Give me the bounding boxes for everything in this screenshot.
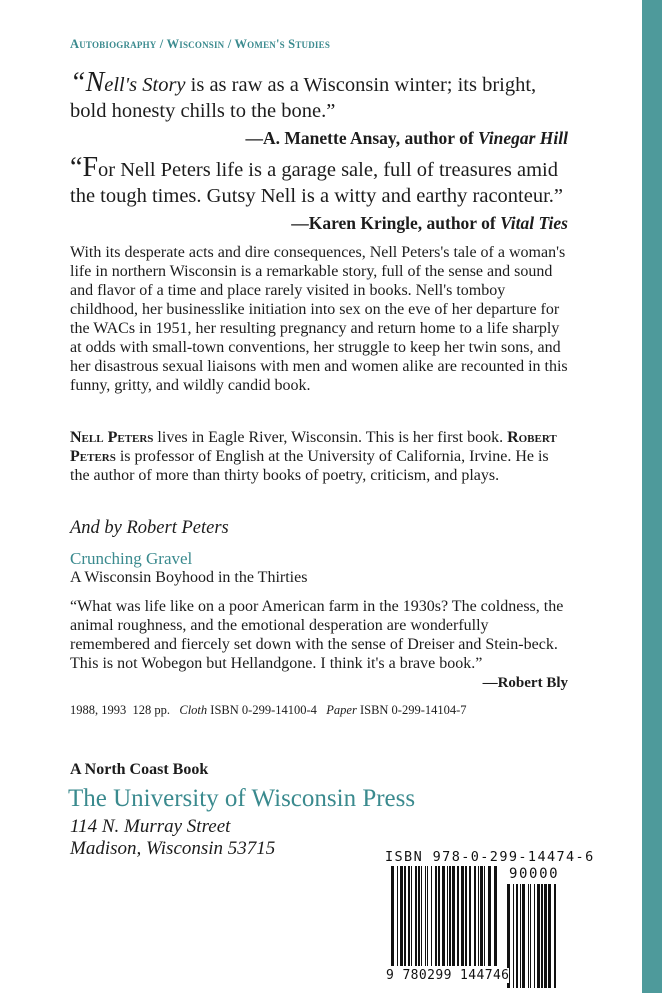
blurb-text: or Nell Peters life is a garage sale, full of treasures amid the tough times. Gutsy Nell is a witty and earthy raconteur.” (70, 159, 564, 207)
barcode-bar (418, 866, 420, 966)
spine-color-band (642, 0, 662, 993)
addon-bars (507, 884, 556, 988)
paper-isbn: ISBN 0-299-14104-7 (359, 703, 467, 717)
barcode-bar (513, 884, 514, 988)
barcode-isbn-label: ISBN 978-0-299-14474-6 (385, 849, 595, 865)
publisher-street: 114 N. Murray Street (70, 816, 231, 837)
pub-years: 1988, 1993 (70, 703, 127, 717)
attribution-book: Vinegar Hill (478, 128, 568, 148)
barcode-bar (465, 866, 467, 966)
barcode-bar (548, 884, 551, 988)
barcode-bar (427, 866, 428, 966)
bio-nell-text: lives in Eagle River, Wisconsin. This is her first book. (153, 429, 504, 446)
attribution-author: —A. Manette Ansay, author of (245, 128, 479, 148)
barcode-bar (520, 884, 521, 988)
barcode-bar (449, 866, 451, 966)
author-bios (70, 428, 570, 485)
also-by-quote-author: —Robert Bly (482, 675, 568, 691)
also-by-heading: And by Robert Peters (70, 518, 229, 538)
blurb-first-letter: F (82, 152, 99, 183)
attribution-book: Vital Ties (500, 213, 568, 233)
bio-robert-text: is professor of English at the University of California, Irvine. He is the author of more than thirty books of poetry, criticism, and plays. (70, 448, 549, 484)
bio-nell-name: Nell Peters (70, 429, 154, 446)
barcode-bar (442, 866, 445, 966)
also-by-quote: “What was life like on a poor American farm in the 1930s? The coldness, the animal roughness, and the emotional desperation are wonderfully remembered and fiercely set down with the sense of Dreiser and Stein-beck. This is not Wobegon but Hellandgone. I think it's a brave book.” (70, 598, 564, 672)
barcode-bar (530, 884, 531, 988)
barcode-price-code: 90000 (509, 866, 560, 882)
barcode-bar (522, 884, 525, 988)
barcode-bar (400, 866, 403, 966)
barcode-bar (537, 884, 540, 988)
barcode-bar (431, 866, 432, 966)
blurb-kringle (70, 152, 570, 209)
barcode-bar (397, 866, 398, 966)
barcode-bar (544, 884, 547, 988)
cloth-isbn: ISBN 0-299-14100-4 (210, 703, 317, 717)
barcode-bar (425, 866, 426, 966)
barcode-bar (408, 866, 410, 966)
barcode-bar (461, 866, 464, 966)
blurb-book-title: ell's Story (104, 74, 186, 96)
barcode-bar (528, 884, 529, 988)
barcode-bar (415, 866, 417, 966)
barcode-bar (435, 866, 437, 966)
ean13-bars (391, 866, 497, 966)
barcode-bar (494, 866, 497, 966)
barcode-bar (516, 884, 518, 988)
open-quote-mark: “ (70, 152, 83, 183)
attribution-author: —Karen Kringle, author of (291, 213, 501, 233)
pub-pages: 128 pp. (132, 703, 170, 717)
barcode-bar (421, 866, 422, 966)
barcode-bar (554, 884, 556, 988)
barcode-bar (480, 866, 483, 966)
cloth-label: Cloth (179, 703, 208, 717)
barcode-bar (447, 866, 448, 966)
blurb-ansay (70, 67, 570, 124)
barcode-bar (488, 866, 491, 966)
barcode-bar (474, 866, 476, 966)
barcode-bar (457, 866, 459, 966)
publisher-city: Madison, Wisconsin 53715 (70, 838, 276, 859)
barcode-digits: 9 780299 144746 (386, 968, 510, 983)
barcode-bar (534, 884, 535, 988)
blurb-text: is as raw as a Wisconsin winter; its bright, bold honesty chills to the bone.” (70, 74, 537, 122)
publisher-name: The University of Wisconsin Press (68, 785, 416, 812)
barcode-bar (411, 866, 412, 966)
book-description: With its desperate acts and dire consequences, Nell Peters's tale of a woman's life in northern Wisconsin is a remarkable story, full of the sense and sound and flavor of a time and place rarely visited in books. Nell's tomboy childhood, her businesslike initiation into sex on the eve of her departure for the WACs in 1951, her resulting pregnancy and return home to a life sharply at odds with small-town conventions, her struggle to keep her twin sons, and her disastrous sexual liaisons with men and women alike are recounted in this funny, gritty, and wildly candid book. (70, 244, 568, 394)
paper-label: Paper (326, 703, 357, 717)
also-by-subtitle: A Wisconsin Boyhood in the Thirties (70, 569, 308, 586)
barcode-bar (438, 866, 440, 966)
barcode-bar (484, 866, 485, 966)
blurb-ansay-attribution (246, 128, 568, 149)
barcode-bar (404, 866, 406, 966)
barcode-bar (541, 884, 543, 988)
barcode-bar (469, 866, 471, 966)
barcode-bar (452, 866, 455, 966)
category-line: Autobiography / Wisconsin / Women's Studies (70, 37, 331, 51)
barcode-bar (391, 866, 394, 966)
imprint-line: A North Coast Book (70, 761, 209, 778)
publication-info (70, 703, 467, 718)
barcode-bar (478, 866, 479, 966)
also-by-title: Crunching Gravel (70, 549, 193, 568)
blurb-kringle-attribution (291, 213, 568, 234)
open-quote-mark: “ (70, 67, 86, 98)
blurb-first-letter: N (85, 67, 105, 98)
bio-robert-name: Robert Peters (70, 429, 557, 465)
